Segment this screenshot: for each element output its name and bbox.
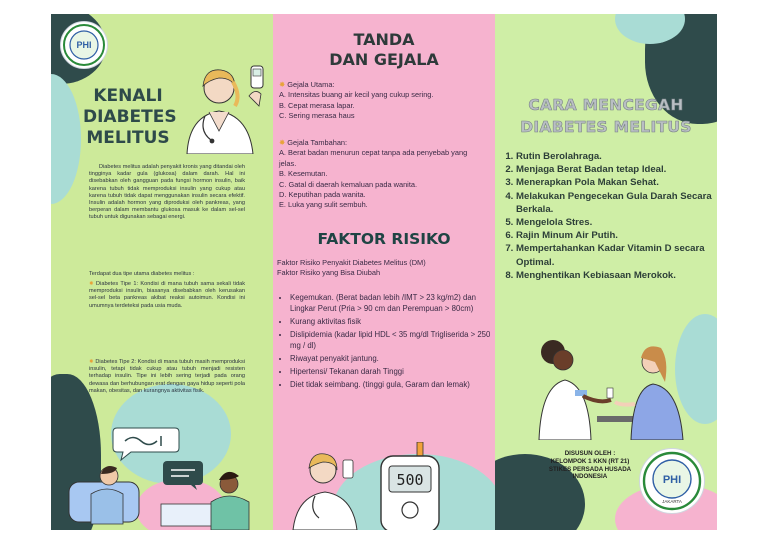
type1-paragraph [89,281,245,310]
credit-line: INDONESIA [572,473,608,481]
campus-logo [639,448,705,514]
risk-subtitle: Faktor Risiko Penyakit Diabetes Melitus (DM) [277,258,426,267]
sparkle-icon: ✸ [89,281,97,287]
doctor-illustration [287,440,363,530]
list-item: 2. Menjaga Berat Badan tetap Ideal. [516,163,717,176]
credit-block [545,450,635,481]
list-item: • Hipertensi/ Tekanan darah Tinggi [290,366,495,377]
sparkle-icon: ✸ [279,80,288,89]
panel3-title-line: CARA MENCEGAH [528,96,684,114]
list-item: A. Intensitas buang air kecil yang cukup sering. [279,90,434,100]
extra-heading-text: Gejala Tambahan: [287,138,348,147]
panel2-title-line: DAN GEJALA [329,50,439,69]
logo-text: PHI [662,474,682,486]
panel1-title-line: DIABETES [83,107,177,127]
panel-kenali [51,14,273,530]
list-item: B. Kesemutan. [279,169,328,179]
mint-blob-left [51,74,81,204]
list-item: A. Berat badan menurun cepat tanpa ada penyebab yang jelas. [279,148,468,168]
symptoms-heading [279,138,479,148]
list-item: 5. Mengelola Stres. [516,216,717,229]
list-item: 8. Menghentikan Kebiasaan Merokok. [516,269,717,282]
main-symptoms [279,80,489,122]
credit-line: KELOMPOK 1 KKN (RT 21) [550,457,630,465]
symptoms-heading [279,80,489,90]
list-item: • Riwayat penyakit jantung. [290,353,495,364]
doctor-illustration [169,56,269,154]
sparkle-icon: ✸ [89,359,96,365]
campus-logo [60,21,108,69]
list-item: E. Luka yang sulit sembuh. [279,200,368,210]
meter-reading: 500 [396,471,424,489]
type1-text: Diabetes Tipe 1: Kondisi di mana tubuh sama sekali tidak memproduksi insulin, biasanya disebabkan oleh kerusakan sel-sel beta pankreas akibat reaksi autoimun. Kondisi ini umumnya terdeteksi pada usia muda. [89,281,245,309]
risk-subtitle: Faktor Risiko yang Bisa Diubah [277,268,381,278]
panel-cara-mencegah [495,14,717,530]
risk-title: FAKTOR RISIKO [317,230,451,248]
types-heading: Terdapat dua tipe utama diabetes melitus : [89,271,195,277]
sparkle-icon: ✸ [279,138,288,147]
panel1-title [83,86,177,149]
logo-caption: JAKARTA [662,499,682,504]
list-item: • Kurang aktivitas fisik [290,316,495,327]
type2-text: Diabetes Tipe 2: Kondisi di mana tubuh masih memproduksi insulin, tetapi tidak cukup atau tubuh menjadi resisten terhadap insulin. Tipe ini lebih sering terjadi pada orang dewasa dan berhubungan erat dengan gaya hidup seperti pola makan, obesitas, dan kurangnya aktivitas fisik. [89,359,245,394]
list-item: D. Keputihan pada wanita. [279,190,366,200]
list-item: B. Cepat merasa lapar. [279,100,355,110]
intro-paragraph: Diabetes melitus adalah penyakit kronis yang ditandai oleh tingginya kadar gula (glukosa) dalam darah. Hal ini disebabkan oleh gangguan pada fungsi hormon insulin, baik karena tubuh tidak memproduksi insulin yang cukup atau karena tubuh tidak dapat menggunakan insulin secara efektif. Insulin adalah hormon yang diproduksi oleh pankreas, yang berperan dalam membantu glukosa masuk ke dalam sel-sel tubuh untuk digunakan sebagai energi. [89,164,245,221]
panel1-title-line: MELITUS [86,128,170,148]
list-item: • Dislipidemia (kadar lipid HDL < 35 mg/dl Trigliserida > 250 mg / dl) [290,329,495,351]
panel3-title [495,94,717,138]
list-item: 4. Melakukan Pengecekan Gula Darah Secara Berkala. [516,190,717,216]
list-item: • Diet tidak seimbang. (tinggi gula, Garam dan lemak) [290,379,495,390]
type2-paragraph [89,359,245,395]
risk-list [273,292,495,390]
list-item: • Kegemukan. (Berat badan lebih /IMT > 23 kg/m2) dan Lingkar Perut (Pria > 90 cm dan Perempuan > 80cm) [290,292,495,314]
panel-tanda-gejala [273,14,495,530]
prevention-list [495,150,717,282]
list-item: 3. Menerapkan Pola Makan Sehat. [516,176,717,189]
glucose-meter-icon [375,442,445,530]
panel1-title-line: KENALI [93,86,163,106]
list-item: 6. Rajin Minum Air Putih. [516,229,717,242]
credit-line: DISUSUN OLEH : [564,450,616,457]
extra-symptoms [279,138,479,211]
panel2-title [273,30,495,70]
list-item: C. Gatal di daerah kemaluan pada wanita. [279,179,418,189]
risk-subtitles [277,258,493,279]
logo-text: PHI [76,40,92,50]
list-item: 7. Mempertahankan Kadar Vitamin D secara Optimal. [516,242,717,268]
list-item: C. Sering merasa haus [279,111,355,121]
credit-line: STIKES PERSADA HUSADA [548,465,632,473]
consultation-illustration [61,454,261,530]
panel2-title-line: TANDA [353,30,415,49]
main-heading-text: Gejala Utama: [287,80,335,89]
blood-test-illustration [523,330,693,440]
list-item: 1. Rutin Berolahraga. [516,150,717,163]
panel3-title-line: DIABETES MELITUS [520,118,692,136]
